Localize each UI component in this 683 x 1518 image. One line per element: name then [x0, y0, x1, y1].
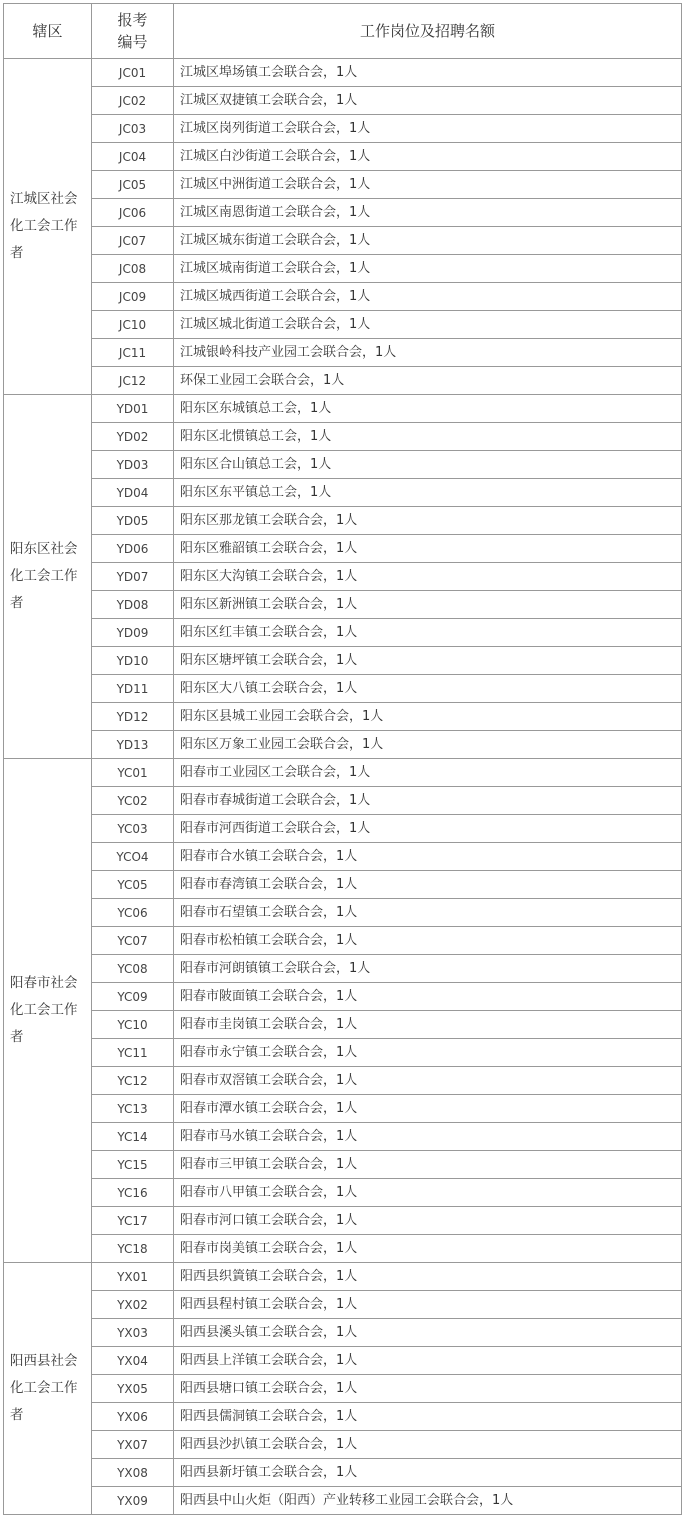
- code-cell: YX05: [92, 1375, 174, 1403]
- table-row: [4, 1151, 682, 1179]
- code-cell: YD08: [92, 591, 174, 619]
- code-cell: JC09: [92, 283, 174, 311]
- code-cell: YC16: [92, 1179, 174, 1207]
- code-cell: YD07: [92, 563, 174, 591]
- code-cell: YD12: [92, 703, 174, 731]
- table-row: [4, 1067, 682, 1095]
- code-cell: JC07: [92, 227, 174, 255]
- post-cell: 江城区南恩街道工会联合会，1人: [174, 199, 682, 227]
- table-row: [4, 171, 682, 199]
- post-cell: 阳春市河口镇工会联合会，1人: [174, 1207, 682, 1235]
- table-row: [4, 1319, 682, 1347]
- post-cell: 江城区中洲街道工会联合会，1人: [174, 171, 682, 199]
- table-row: [4, 871, 682, 899]
- post-cell: 阳春市八甲镇工会联合会，1人: [174, 1179, 682, 1207]
- code-cell: JC12: [92, 367, 174, 395]
- table-row: [4, 927, 682, 955]
- table-row: [4, 1095, 682, 1123]
- table-row: [4, 1403, 682, 1431]
- post-cell: 阳东区东城镇总工会，1人: [174, 395, 682, 423]
- post-cell: 阳东区红丰镇工会联合会，1人: [174, 619, 682, 647]
- table-row: [4, 1347, 682, 1375]
- code-cell: YCO4: [92, 843, 174, 871]
- code-cell: YX06: [92, 1403, 174, 1431]
- code-cell: JC10: [92, 311, 174, 339]
- code-cell: YD04: [92, 479, 174, 507]
- post-cell: 阳春市圭岗镇工会联合会，1人: [174, 1011, 682, 1039]
- table-row: [4, 619, 682, 647]
- table-row: [4, 759, 682, 787]
- code-cell: JC05: [92, 171, 174, 199]
- code-cell: YX08: [92, 1459, 174, 1487]
- table-row: [4, 1179, 682, 1207]
- code-cell: YC07: [92, 927, 174, 955]
- table-row: [4, 647, 682, 675]
- table-row: [4, 1431, 682, 1459]
- table-row: [4, 815, 682, 843]
- code-cell: YC13: [92, 1095, 174, 1123]
- table-row: [4, 1039, 682, 1067]
- post-cell: 阳春市春城街道工会联合会，1人: [174, 787, 682, 815]
- region-cell: 阳西县社会化工会工作者: [4, 1263, 92, 1515]
- table-row: [4, 1011, 682, 1039]
- header-code: 报考编号: [92, 4, 174, 59]
- table-row: [4, 87, 682, 115]
- code-cell: JC01: [92, 59, 174, 87]
- table-row: [4, 1123, 682, 1151]
- table-row: [4, 1207, 682, 1235]
- table-row: [4, 1459, 682, 1487]
- post-cell: 阳西县上洋镇工会联合会，1人: [174, 1347, 682, 1375]
- table-row: [4, 675, 682, 703]
- code-cell: YC12: [92, 1067, 174, 1095]
- table-header-row: [4, 4, 682, 59]
- code-cell: YD06: [92, 535, 174, 563]
- code-cell: YC10: [92, 1011, 174, 1039]
- table-row: [4, 367, 682, 395]
- code-cell: JC08: [92, 255, 174, 283]
- table-row: [4, 479, 682, 507]
- table-row: [4, 703, 682, 731]
- post-cell: 江城区城西街道工会联合会，1人: [174, 283, 682, 311]
- post-cell: 江城区城北街道工会联合会，1人: [174, 311, 682, 339]
- table-row: [4, 563, 682, 591]
- post-cell: 阳春市岗美镇工会联合会，1人: [174, 1235, 682, 1263]
- post-cell: 阳春市马水镇工会联合会，1人: [174, 1123, 682, 1151]
- code-cell: YD09: [92, 619, 174, 647]
- region-cell: 江城区社会化工会工作者: [4, 59, 92, 395]
- table-row: [4, 451, 682, 479]
- table-row: [4, 395, 682, 423]
- code-cell: YX01: [92, 1263, 174, 1291]
- post-cell: 阳西县程村镇工会联合会，1人: [174, 1291, 682, 1319]
- post-cell: 阳春市合水镇工会联合会，1人: [174, 843, 682, 871]
- code-cell: YD03: [92, 451, 174, 479]
- post-cell: 江城区白沙街道工会联合会，1人: [174, 143, 682, 171]
- table-row: [4, 199, 682, 227]
- table-row: [4, 283, 682, 311]
- recruitment-table: [3, 3, 682, 1515]
- code-cell: YX03: [92, 1319, 174, 1347]
- region-cell: 阳春市社会化工会工作者: [4, 759, 92, 1263]
- code-cell: JC04: [92, 143, 174, 171]
- post-cell: 阳西县中山火炬（阳西）产业转移工业园工会联合会，1人: [174, 1487, 682, 1515]
- post-cell: 江城区岗列街道工会联合会，1人: [174, 115, 682, 143]
- region-cell: 阳东区社会化工会工作者: [4, 395, 92, 759]
- post-cell: 阳西县沙扒镇工会联合会，1人: [174, 1431, 682, 1459]
- code-cell: YD02: [92, 423, 174, 451]
- post-cell: 阳春市松柏镇工会联合会，1人: [174, 927, 682, 955]
- post-cell: 阳东区那龙镇工会联合会，1人: [174, 507, 682, 535]
- code-cell: YD10: [92, 647, 174, 675]
- code-cell: YC08: [92, 955, 174, 983]
- code-cell: YC14: [92, 1123, 174, 1151]
- table-row: [4, 507, 682, 535]
- code-cell: JC06: [92, 199, 174, 227]
- code-cell: JC11: [92, 339, 174, 367]
- code-cell: YX07: [92, 1431, 174, 1459]
- code-cell: YC01: [92, 759, 174, 787]
- post-cell: 阳春市永宁镇工会联合会，1人: [174, 1039, 682, 1067]
- table-row: [4, 1487, 682, 1515]
- post-cell: 阳春市石望镇工会联合会，1人: [174, 899, 682, 927]
- post-cell: 江城区埠场镇工会联合会，1人: [174, 59, 682, 87]
- code-cell: YX09: [92, 1487, 174, 1515]
- code-cell: YC15: [92, 1151, 174, 1179]
- code-cell: YC18: [92, 1235, 174, 1263]
- post-cell: 阳春市三甲镇工会联合会，1人: [174, 1151, 682, 1179]
- post-cell: 阳春市河西街道工会联合会，1人: [174, 815, 682, 843]
- header-post: 工作岗位及招聘名额: [174, 4, 682, 59]
- code-cell: YC03: [92, 815, 174, 843]
- code-cell: YD05: [92, 507, 174, 535]
- code-cell: YX02: [92, 1291, 174, 1319]
- table-row: [4, 423, 682, 451]
- post-cell: 江城区双捷镇工会联合会，1人: [174, 87, 682, 115]
- header-region: 辖区: [4, 4, 92, 59]
- table-row: [4, 983, 682, 1011]
- table-row: [4, 311, 682, 339]
- table-body: [4, 59, 682, 1515]
- post-cell: 江城银岭科技产业园工会联合会，1人: [174, 339, 682, 367]
- code-cell: YC02: [92, 787, 174, 815]
- code-cell: YC11: [92, 1039, 174, 1067]
- code-cell: JC03: [92, 115, 174, 143]
- post-cell: 环保工业园工会联合会，1人: [174, 367, 682, 395]
- table-row: [4, 227, 682, 255]
- post-cell: 阳东区合山镇总工会，1人: [174, 451, 682, 479]
- code-cell: YC06: [92, 899, 174, 927]
- post-cell: 阳西县儒洞镇工会联合会，1人: [174, 1403, 682, 1431]
- post-cell: 阳东区大八镇工会联合会，1人: [174, 675, 682, 703]
- table-row: [4, 143, 682, 171]
- table-row: [4, 535, 682, 563]
- table-row: [4, 339, 682, 367]
- table-row: [4, 115, 682, 143]
- post-cell: 阳东区东平镇总工会，1人: [174, 479, 682, 507]
- table-row: [4, 255, 682, 283]
- post-cell: 阳东区雅韶镇工会联合会，1人: [174, 535, 682, 563]
- table-row: [4, 787, 682, 815]
- post-cell: 阳春市潭水镇工会联合会，1人: [174, 1095, 682, 1123]
- table-row: [4, 843, 682, 871]
- table-row: [4, 59, 682, 87]
- table-row: [4, 1291, 682, 1319]
- code-cell: YD01: [92, 395, 174, 423]
- post-cell: 阳春市河朗镇镇工会联合会，1人: [174, 955, 682, 983]
- table-row: [4, 1235, 682, 1263]
- post-cell: 阳西县塘口镇工会联合会，1人: [174, 1375, 682, 1403]
- table-row: [4, 731, 682, 759]
- post-cell: 阳东区塘坪镇工会联合会，1人: [174, 647, 682, 675]
- post-cell: 阳西县溪头镇工会联合会，1人: [174, 1319, 682, 1347]
- post-cell: 阳东区万象工业园工会联合会，1人: [174, 731, 682, 759]
- post-cell: 阳东区大沟镇工会联合会，1人: [174, 563, 682, 591]
- table-row: [4, 591, 682, 619]
- code-cell: YD13: [92, 731, 174, 759]
- table-row: [4, 1375, 682, 1403]
- post-cell: 阳春市春湾镇工会联合会，1人: [174, 871, 682, 899]
- post-cell: 阳西县织篢镇工会联合会，1人: [174, 1263, 682, 1291]
- post-cell: 阳春市陂面镇工会联合会，1人: [174, 983, 682, 1011]
- post-cell: 阳春市双滘镇工会联合会，1人: [174, 1067, 682, 1095]
- post-cell: 阳春市工业园区工会联合会，1人: [174, 759, 682, 787]
- table-row: [4, 955, 682, 983]
- code-cell: YC05: [92, 871, 174, 899]
- code-cell: YC17: [92, 1207, 174, 1235]
- code-cell: JC02: [92, 87, 174, 115]
- table-row: [4, 899, 682, 927]
- post-cell: 阳东区新洲镇工会联合会，1人: [174, 591, 682, 619]
- code-cell: YC09: [92, 983, 174, 1011]
- code-cell: YD11: [92, 675, 174, 703]
- post-cell: 江城区城东街道工会联合会，1人: [174, 227, 682, 255]
- table-row: [4, 1263, 682, 1291]
- post-cell: 阳东区县城工业园工会联合会，1人: [174, 703, 682, 731]
- post-cell: 阳东区北惯镇总工会，1人: [174, 423, 682, 451]
- code-cell: YX04: [92, 1347, 174, 1375]
- post-cell: 阳西县新圩镇工会联合会，1人: [174, 1459, 682, 1487]
- post-cell: 江城区城南街道工会联合会，1人: [174, 255, 682, 283]
